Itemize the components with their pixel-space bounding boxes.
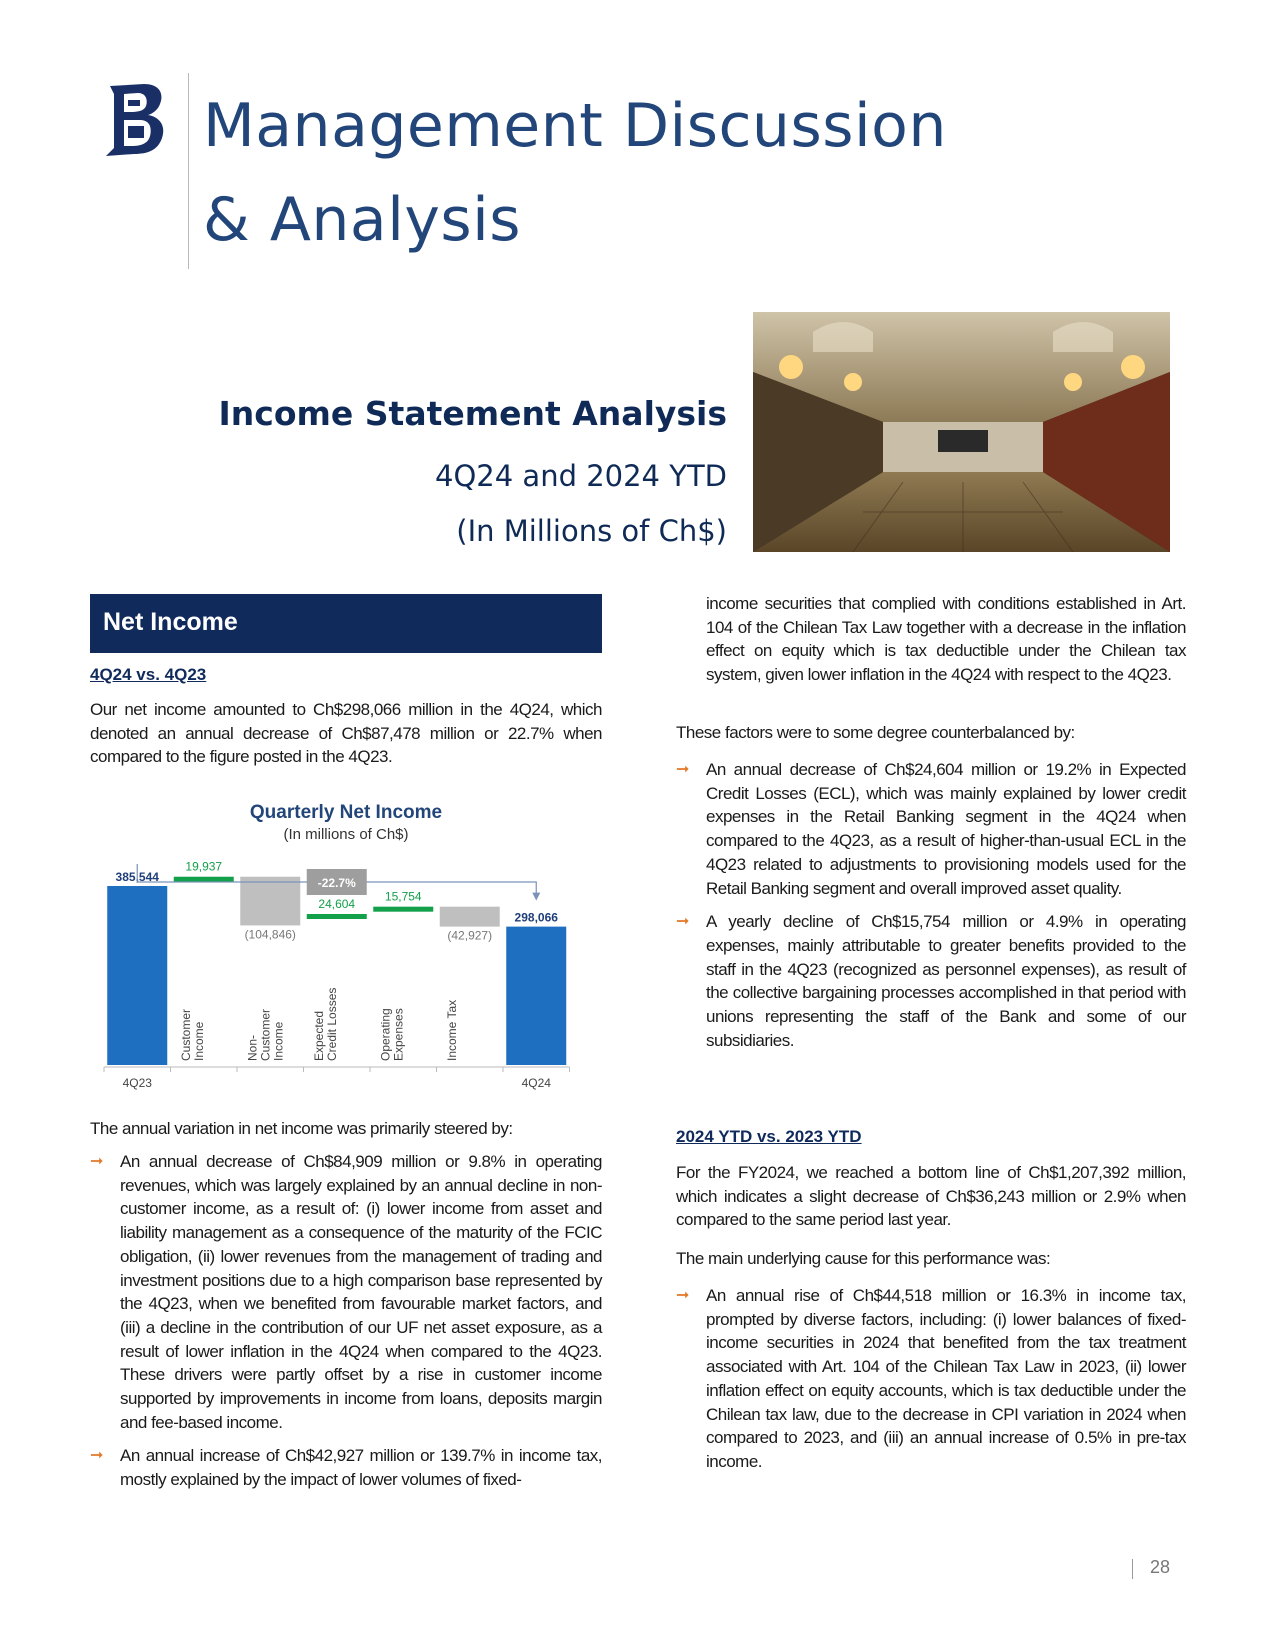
page-title-line2: & Analysis xyxy=(203,185,522,255)
chart-title: Quarterly Net Income xyxy=(249,802,443,823)
chart-subtitle: (In millions of Ch$) xyxy=(283,826,409,843)
list-item: ➞ A yearly decline of Ch$15,754 million or 4.9% in operating expenses, mainly attributable to greater benefits provided to the staff in the 4Q23 (recognized as personnel expenses), as result of the collective bargaining processes accomplished in that period with unions representing the staff of the Bank and some of our subsidiaries. xyxy=(676,912,1186,1050)
x-tick-label: 4Q24 xyxy=(521,1076,551,1090)
intro-paragraph: Our net income amounted to Ch$298,066 million in the 4Q24, which denoted an annual decrease of Ch$87,478 million or 22.7% when compared to the figure posted in the 4Q23. xyxy=(90,700,602,767)
category-label-line: Income Tax xyxy=(444,999,459,1061)
list-item: ➞ An annual decrease of Ch$24,604 million or 19.2% in Expected Credit Losses (ECL), which was mainly explained by lower credit expenses in the Retail Banking segment in the 4Q24 when compared to the 4Q23, as a result of higher-than-usual ECL in the 4Q23 related to adjustments to provisioning models used for the Retail Banking segment and overall improved asset quality. xyxy=(676,760,1186,898)
category-label-line: Income xyxy=(271,1021,286,1061)
net-income-waterfall-chart xyxy=(90,850,610,1110)
data-label: 24,604 xyxy=(318,896,356,911)
list-item: ➞ An annual rise of Ch$44,518 million or 16.3% in income tax, prompted by diverse factors, including: (i) lower balances of fixed-income securities in 2024 that benefited from the tax treatment associated with Art. 104 of the Chilean Tax Law in 2023, (ii) lower inflation effect on equity accounts, which is tax deductible under the Chilean tax law, due to the decrease in CPI variation in 2024 when compared to 2023, and (iii) an annual increase of 0.5% in pre-tax income. xyxy=(676,1286,1186,1471)
data-label: 19,937 xyxy=(185,859,223,874)
page-number: 28 xyxy=(1150,1557,1171,1577)
banner-label: Net Income xyxy=(103,608,238,636)
chart-bar xyxy=(174,877,234,882)
counter-lead: These factors were to some degree counterbalanced by: xyxy=(676,723,1075,742)
category-label xyxy=(179,1009,206,1061)
data-label: 15,754 xyxy=(384,889,422,904)
down-arrow-icon xyxy=(532,893,540,901)
category-label xyxy=(245,1009,285,1061)
bank-logo xyxy=(100,80,170,160)
arrow-icon: ➞ xyxy=(676,1287,690,1304)
chart-bar xyxy=(107,886,167,1065)
chart-bar xyxy=(307,914,367,919)
chart-bar xyxy=(506,927,566,1065)
data-label: 298,066 xyxy=(514,910,558,925)
list-item: ➞ An annual increase of Ch$42,927 million or 139.7% in income tax, mostly explained by the impact of lower volumes of fixed- xyxy=(90,1446,602,1490)
x-tick-label: 4Q23 xyxy=(122,1076,152,1090)
cause-lead: The main underlying cause for this performance was: xyxy=(676,1249,1051,1268)
category-label-line: Customer xyxy=(178,1008,193,1061)
category-label-line: Income xyxy=(191,1021,206,1061)
section-title: Income Statement Analysis xyxy=(218,394,727,433)
continued-paragraph: income securities that complied with conditions established in Art. 104 of the Chilean Tax Law together with a decrease in the inflation effect on equity which is tax deductible under the Chilean tax system, given lower inflation in the 4Q24 with respect to the 4Q23. xyxy=(706,594,1186,685)
ytd-bullet-list xyxy=(676,1284,1186,1484)
category-label-line: Customer xyxy=(258,1008,273,1061)
category-label-line: Expenses xyxy=(391,1008,406,1061)
header-divider xyxy=(188,73,189,269)
section-subtitle-period: 4Q24 and 2024 YTD xyxy=(435,459,727,493)
category-label-line: Operating xyxy=(378,1008,393,1061)
change-badge-label: -22.7% xyxy=(317,876,356,890)
arrow-icon: ➞ xyxy=(676,761,690,778)
category-label xyxy=(378,1008,405,1061)
section-subtitle-units: (In Millions of Ch$) xyxy=(456,514,727,548)
list-item: ➞ An annual decrease of Ch$84,909 million or 9.8% in operating revenues, which was largely explained by an annual decline in non-customer income, as a result of: (i) lower income from asset and liability management as a consequence of the maturity of the FCIC obligation, (ii) lower revenues from the management of trading and investment positions due to a high comparison base represented by the 4Q23, when we benefited from favourable market factors, and (iii) a decline in the contribution of our UF net asset exposure, as a result of lower inflation in the 4Q24 when compared to the 4Q23. These drivers were partly offset by a rise in customer income supported by improvements in income from loans, deposits margin and fee-based income. xyxy=(90,1152,602,1432)
ytd-intro: For the FY2024, we reached a bottom line of Ch$1,207,392 million, which indicates a slight decrease of Ch$36,243 million or 2.9% when compared to the same period last year. xyxy=(676,1163,1186,1230)
data-label: (42,927) xyxy=(447,928,493,943)
data-label: 385,544 xyxy=(115,869,159,884)
net-income-banner xyxy=(90,594,602,653)
category-label-line: Credit Losses xyxy=(324,987,339,1061)
bank-hall-photo xyxy=(753,312,1170,552)
arrow-icon: ➞ xyxy=(90,1447,104,1465)
left-bullet-list xyxy=(90,1150,602,1502)
arrow-icon: ➞ xyxy=(90,1153,104,1170)
chart-bar xyxy=(440,907,500,927)
page-title-line1: Management Discussion xyxy=(203,91,947,161)
right-bullet-list xyxy=(676,758,1186,1062)
subhead-ytd: 2024 YTD vs. 2023 YTD xyxy=(676,1127,862,1146)
variation-lead: The annual variation in net income was primarily steered by: xyxy=(90,1119,513,1138)
arrow-icon: ➞ xyxy=(676,913,690,931)
data-label: (104,846) xyxy=(244,927,296,942)
category-label-line: Non- xyxy=(245,1034,260,1061)
category-label xyxy=(445,1000,459,1061)
chart-bar xyxy=(373,907,433,912)
chart-bar xyxy=(240,877,300,926)
category-label-line: Expected xyxy=(311,1010,326,1061)
subhead-4q24: 4Q24 vs. 4Q23 xyxy=(90,665,207,684)
category-label xyxy=(312,988,339,1061)
page-number-divider xyxy=(1132,1559,1133,1579)
